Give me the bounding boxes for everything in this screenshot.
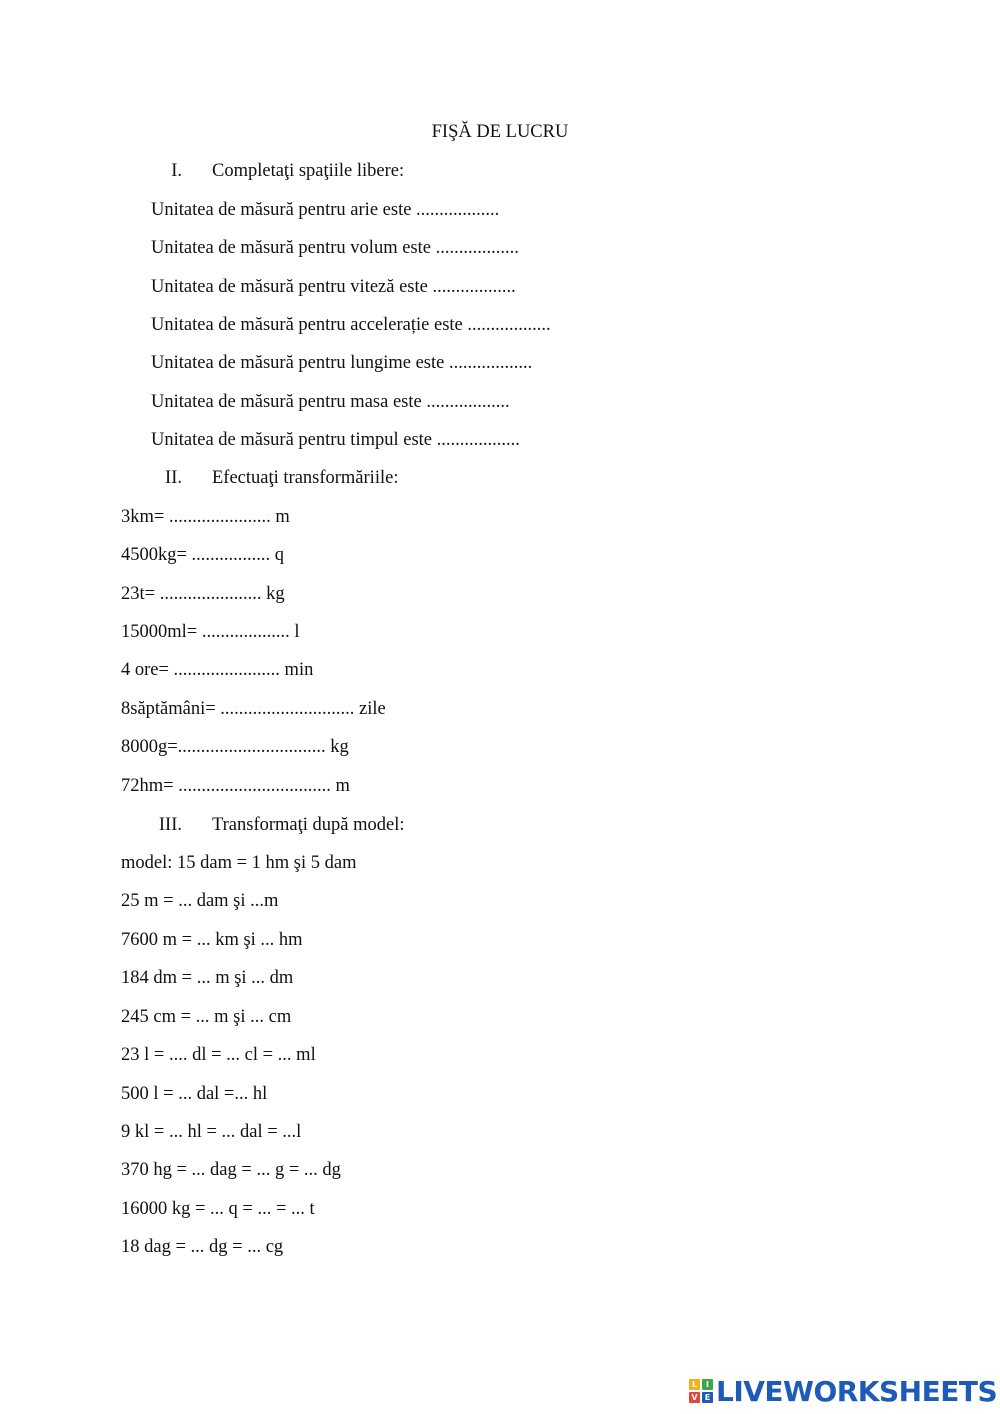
exercise-line: 7600 m = ... km şi ... hm: [121, 930, 303, 950]
logo-cell: I: [702, 1379, 713, 1390]
section-1-line: Unitatea de măsură pentru masa este ..................: [151, 392, 510, 412]
conversion-line: 8000g=................................ kg: [121, 737, 349, 757]
exercise-line: 25 m = ... dam şi ...m: [121, 891, 279, 911]
exercise-line: 18 dag = ... dg = ... cg: [121, 1237, 284, 1257]
logo-cell: E: [702, 1392, 713, 1403]
logo-cell: L: [689, 1379, 700, 1390]
logo-cell: V: [689, 1392, 700, 1403]
exercise-line: 245 cm = ... m şi ... cm: [121, 1007, 292, 1027]
section-3-number: III.: [158, 815, 182, 835]
exercise-line: 500 l = ... dal =... hl: [121, 1084, 268, 1104]
section-1-number: I.: [171, 161, 182, 181]
conversion-line: 72hm= ................................. m: [121, 776, 350, 796]
exercise-line: 16000 kg = ... q = ... = ... t: [121, 1199, 315, 1219]
section-1-heading: Completaţi spaţiile libere:: [212, 161, 405, 181]
conversion-line: 4 ore= ....................... min: [121, 660, 314, 680]
section-1-line: Unitatea de măsură pentru volum este ..................: [151, 238, 519, 258]
page-title: FIŞĂ DE LUCRU: [431, 122, 569, 142]
conversion-line: 4500kg= ................. q: [121, 545, 285, 565]
exercise-line: 370 hg = ... dag = ... g = ... dg: [121, 1160, 341, 1180]
section-2-heading: Efectuaţi transformăriile:: [212, 468, 399, 488]
section-2-number: II.: [165, 468, 182, 488]
brand-text: LIVEWORKSHEETS: [716, 1374, 998, 1408]
section-1-line: Unitatea de măsură pentru viteză este ..................: [151, 277, 516, 297]
exercise-line: 23 l = .... dl = ... cl = ... ml: [121, 1045, 316, 1065]
liveworksheets-logo: [689, 1374, 997, 1408]
exercise-line: 184 dm = ... m şi ... dm: [121, 968, 294, 988]
model-line: model: 15 dam = 1 hm şi 5 dam: [121, 853, 357, 873]
conversion-line: 8săptămâni= ............................. zile: [121, 699, 386, 719]
logo-icon: [689, 1379, 713, 1403]
section-1-line: Unitatea de măsură pentru lungime este ..................: [151, 353, 533, 373]
conversion-line: 3km= ...................... m: [121, 507, 290, 527]
section-3-heading: Transformaţi după model:: [212, 815, 405, 835]
section-1-line: Unitatea de măsură pentru timpul este ..................: [151, 430, 520, 450]
conversion-line: 23t= ...................... kg: [121, 584, 285, 604]
conversion-line: 15000ml= ................... l: [121, 622, 300, 642]
section-1-line: Unitatea de măsură pentru arie este ..................: [151, 200, 500, 220]
section-1-line: Unitatea de măsură pentru accelerație este ..................: [151, 315, 551, 335]
exercise-line: 9 kl = ... hl = ... dal = ...l: [121, 1122, 302, 1142]
